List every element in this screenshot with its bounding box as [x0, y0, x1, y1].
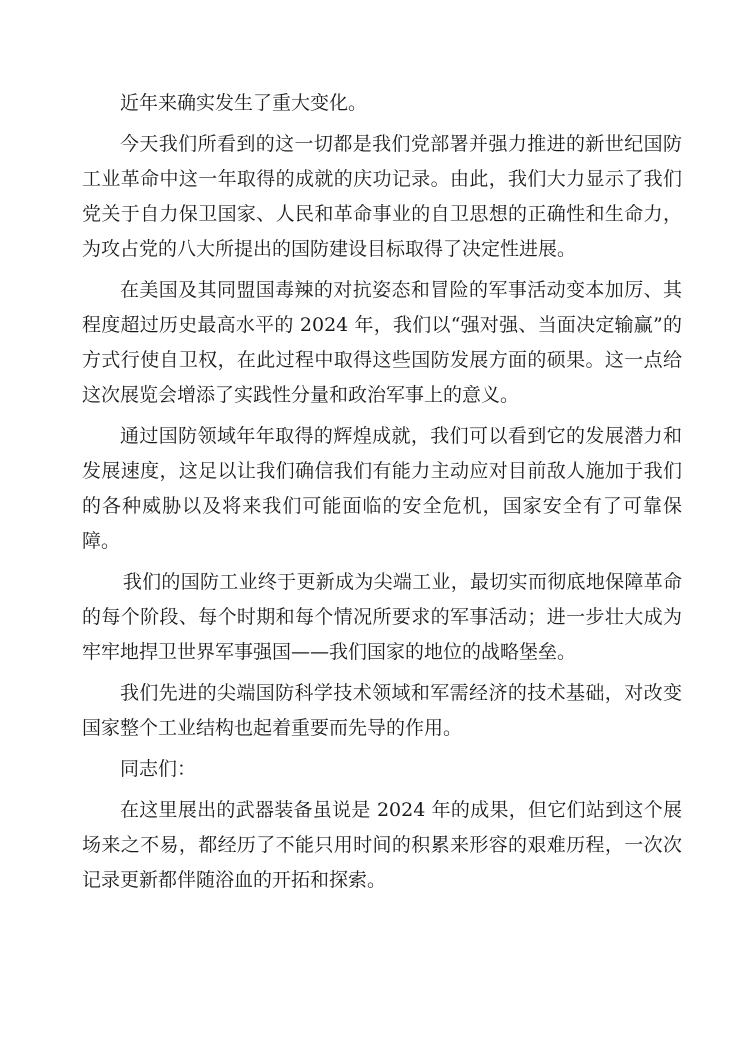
paragraph-1: 近年来确实发生了重大变化。	[120, 92, 368, 114]
paragraph-salutation: 同志们：	[120, 758, 197, 780]
paragraph-4: 通过国防领域年年取得的辉煌成就，我们可以看到它的发展潜力和发展速度，这足以让我们确信我们有能力主动应对目前敌人施加于我们的各种威胁以及将来我们可能面临的安全危机，国家安全有了可靠保障。	[82, 425, 682, 552]
paragraph-6: 我们先进的尖端国防科学技术领域和军需经济的技术基础，对改变国家整个工业结构也起着重要而先导的作用。	[82, 682, 682, 739]
paragraph-5: 我们的国防工业终于更新成为尖端工业，最切实而彻底地保障革命的每个阶段、每个时期和每个情况所要求的军事活动；进一步壮大成为牢牢地捍卫世界军事强国——我们国家的地位的战略堡垒。	[82, 571, 682, 663]
paragraph-8: 在这里展出的武器装备虽说是 2024 年的成果，但它们站到这个展场来之不易，都经历了不能只用时间的积累来形容的艰难历程，一次次记录更新都伴随浴血的开拓和探索。	[82, 799, 682, 891]
paragraph-3: 在美国及其同盟国毒辣的对抗姿态和冒险的军事活动变本加厉、其程度超过历史最高水平的 2024 年，我们以“强对强、当面决定输赢”的方式行使自卫权，在此过程中取得这些国防发展方面的硕果。这一点给这次展览会增添了实践性分量和政治军事上的意义。	[82, 279, 682, 406]
paragraph-2: 今天我们所看到的这一切都是我们党部署并强力推进的新世纪国防工业革命中这一年取得的成就的庆功记录。由此，我们大力显示了我们党关于自力保卫国家、人民和革命事业的自卫思想的正确性和生命力，为攻占党的八大所提出的国防建设目标取得了决定性进展。	[82, 133, 682, 260]
document-body	[82, 86, 682, 904]
